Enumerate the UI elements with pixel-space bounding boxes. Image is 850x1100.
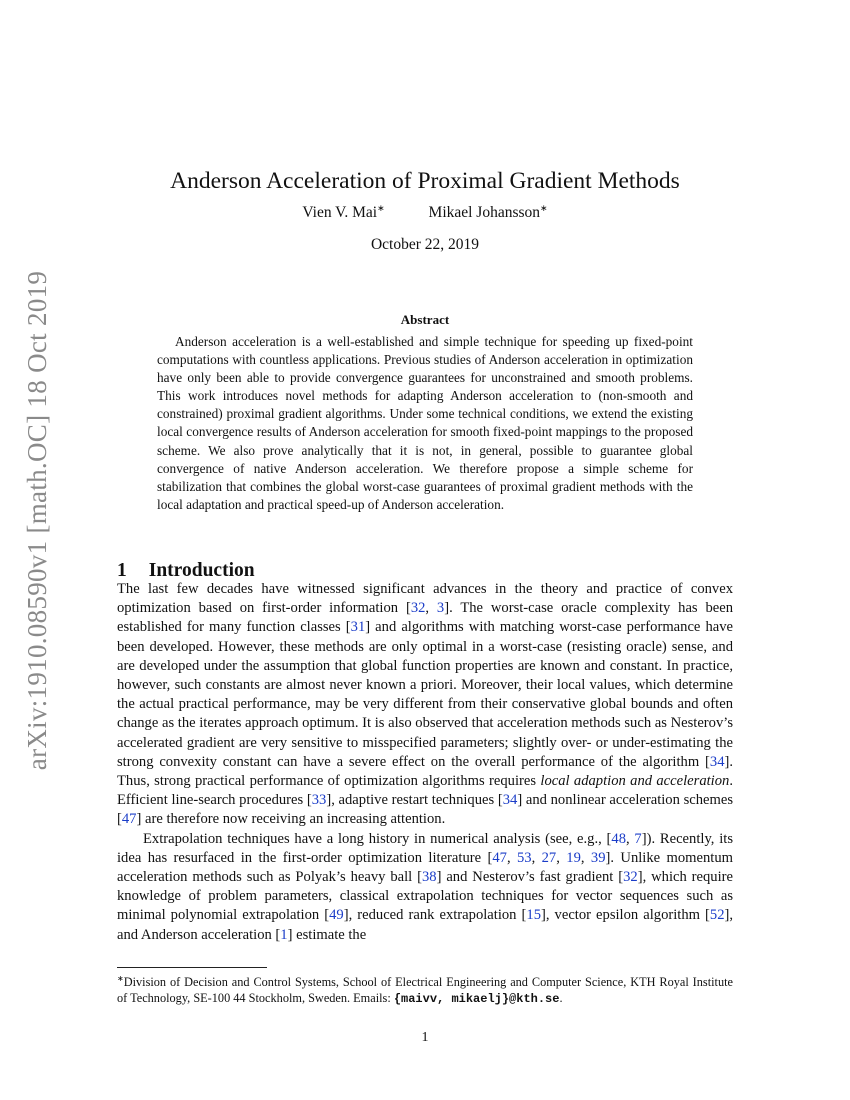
citation-link[interactable]: 15 (526, 907, 541, 924)
affiliation-mark: ∗ (540, 203, 548, 213)
citation-link[interactable]: 19 (566, 849, 581, 866)
email-addresses[interactable]: {maivv, mikaelj}@kth.se (393, 992, 560, 1007)
emphasis: local adaption and acceleration (540, 773, 730, 790)
citation-link[interactable]: 53 (516, 849, 532, 866)
footnote-mark: ∗ (117, 974, 124, 983)
citation-link[interactable]: 32 (410, 600, 426, 617)
citation-link[interactable]: 47 (492, 849, 507, 866)
author-list (0, 203, 850, 222)
citation-link[interactable]: 33 (311, 792, 327, 809)
citation-link[interactable]: 52 (709, 907, 725, 924)
paragraph: Extrapolation techniques have a long history in numerical analysis (see, e.g., [48, 7]). Recently, its idea has resurfaced in the first-order optimization literature [47, 53, 27, 19, 39]. Unlike momentum acceleration methods such as Polyak’s heavy ball [38] and Nesterov’s fast gradient [32], which require knowledge of problem parameters, classical extrapolation techniques for vector sequences such as minimal polynomial extrapolation [49], reduced rank extrapolation [15], vector epsilon algorithm [52], and Anderson acceleration [1] estimate the (117, 830, 734, 943)
citation-link[interactable]: 34 (709, 753, 725, 770)
paragraph: The last few decades have witnessed significant advances in the theory and practice of convex optimization based on first-order information [32, 3]. The worst-case oracle complexity has been established for many function classes [31] and algorithms with matching worst-case performance have been developed. However, these methods are only optimal in a worst-case (resisting oracle) sense, and are developed under the assumption that global function properties are known and constant. In practice, however, such constants are almost never known a priori. Moreover, their local values, which determine the actual practical performance, may be very different from their conservative global bounds and often change as the iterates approach optimum. It is also observed that acceleration methods such as Nesterov’s accelerated gradient are very sensitive to misspecified parameters; slightly over- or under-estimating the strong convexity constant can have a severe effect on the overall performance of the algorithm [34]. Thus, strong practical performance of optimization algorithms requires local adaption and acceleration. Efficient line-search procedures [33], adaptive restart techniques [34] and nonlinear acceleration schemes [47] are therefore now receiving an increasing attention. (117, 581, 734, 828)
arxiv-sidebar-stamp (18, 270, 58, 770)
section-heading (117, 560, 255, 582)
affiliation-mark: ∗ (377, 203, 385, 213)
section-number: 1 (117, 560, 127, 582)
section-title: Introduction (148, 560, 255, 582)
author: Mikael Johansson∗ (428, 203, 548, 221)
citation-link[interactable]: 48 (611, 830, 626, 847)
citation-link[interactable]: 1 (280, 926, 288, 943)
introduction-body (117, 580, 733, 945)
citation-link[interactable]: 38 (421, 869, 437, 886)
abstract-heading: Abstract (400, 312, 450, 327)
page-number: 1 (421, 1030, 429, 1045)
citation-link[interactable]: 47 (121, 811, 137, 828)
arxiv-identifier: arXiv:1910.08590v1 [math.OC] 18 Oct 2019 (22, 270, 53, 770)
citation-link[interactable]: 34 (502, 792, 518, 809)
citation-link[interactable]: 49 (329, 907, 344, 924)
paper-title: Anderson Acceleration of Proximal Gradient Methods (170, 167, 680, 194)
citation-link[interactable]: 27 (541, 849, 557, 866)
citation-link[interactable]: 7 (634, 830, 642, 847)
citation-link[interactable]: 32 (623, 869, 638, 886)
footnote: ∗Division of Decision and Control Systems, School of Electrical Engineering and Computer Science, KTH Royal Institute of Technology, SE-100 44 Stockholm, Sweden. Emails: {maivv, mikaelj}@kth.se. (117, 974, 733, 1007)
publication-date: October 22, 2019 (370, 236, 480, 253)
footnote-divider (117, 967, 267, 968)
citation-link[interactable]: 31 (350, 619, 366, 636)
author: Vien V. Mai∗ (302, 203, 385, 221)
abstract-text: Anderson acceleration is a well-established and simple technique for speeding up fixed-point computations with countless applications. Previous studies of Anderson acceleration in optimization have only been able to provide convergence guarantees for unconstrained and smooth problems. This work introduces novel methods for adapting Anderson acceleration to (non-smooth and constrained) proximal gradient algorithms. Under some technical conditions, we extend the existing local convergence results of Anderson acceleration for smooth fixed-point mappings to the proposed scheme. We also prove analytically that it is not, in general, possible to guarantee global convergence of native Anderson acceleration. We therefore propose a simple scheme for stabilization that combines the global worst-case guarantees of proximal gradient methods with the local adaptation and practical speed-up of Anderson acceleration. (157, 334, 693, 512)
citation-link[interactable]: 3 (436, 600, 445, 617)
citation-link[interactable]: 39 (590, 849, 606, 866)
